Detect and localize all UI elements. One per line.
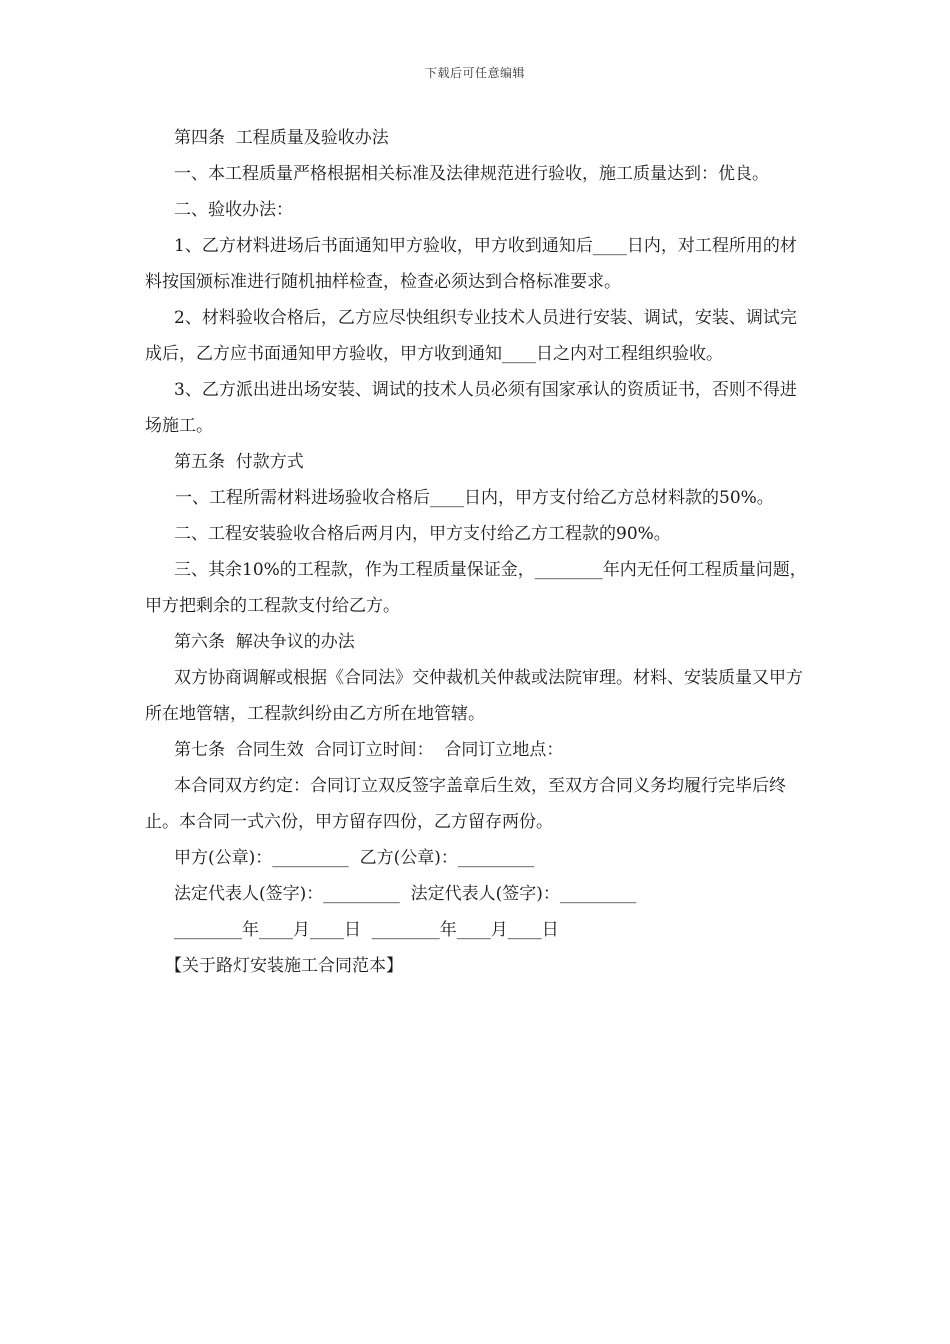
article-5-clause-3: 三、其余10%的工程款，作为工程质量保证金，________年内无任何工程质量问题，甲方把剩余的工程款支付给乙方。: [145, 560, 807, 616]
article-4-item-3: 3、乙方派出进出场安装、调试的技术人员必须有国家承认的资质证书，否则不得进场施工。: [145, 380, 797, 436]
page-header: 下载后可任意编辑: [424, 66, 525, 80]
article-4-item-1: 1、乙方材料进场后书面通知甲方验收，甲方收到通知后____日内，对工程所用的材料按国颁标准进行随机抽样检查，检查必须达到合格标准要求。: [145, 236, 797, 292]
article-4-title: 第四条 工程质量及验收办法: [174, 128, 389, 148]
next-document-title: 【关于路灯安装施工合同范本】: [165, 956, 403, 976]
article-6-clause-1: 双方协商调解或根据《合同法》交仲裁机关仲裁或法院审理。材料、安装质量又甲方所在地管辖，工程款纠纷由乙方所在地管辖。: [145, 668, 803, 724]
article-5-title: 第五条 付款方式: [174, 452, 304, 472]
article-6-title: 第六条 解决争议的办法: [174, 632, 355, 652]
document-body: [145, 120, 810, 984]
signature-date-line: ________年____月____日 ________年____月____日: [174, 920, 559, 940]
article-5-clause-1: 一、工程所需材料进场验收合格后____日内，甲方支付给乙方总材料款的50%。: [175, 488, 774, 508]
article-5-clause-2: 二、工程安装验收合格后两月内，甲方支付给乙方工程款的90%。: [174, 524, 671, 544]
article-4-clause-1: 一、本工程质量严格根据相关标准及法律规范进行验收，施工质量达到：优良。: [174, 164, 769, 184]
signature-representative-line: 法定代表人(签字)：_________ 法定代表人(签字)：_________: [174, 884, 637, 904]
article-4-clause-2: 二、验收办法：: [174, 200, 293, 220]
article-7-title: 第七条 合同生效 合同订立时间： 合同订立地点：: [174, 740, 564, 760]
article-4-item-2: 2、材料验收合格后，乙方应尽快组织专业技术人员进行安装、调试，安装、调试完成后，乙方应书面通知甲方验收，甲方收到通知____日之内对工程组织验收。: [145, 308, 797, 364]
article-7-clause-1: 本合同双方约定：合同订立双反签字盖章后生效，至双方合同义务均履行完毕后终止。本合同一式六份，甲方留存四份，乙方留存两份。: [145, 776, 786, 832]
signature-seal-line: 甲方(公章)：_________ 乙方(公章)：_________: [174, 848, 535, 868]
